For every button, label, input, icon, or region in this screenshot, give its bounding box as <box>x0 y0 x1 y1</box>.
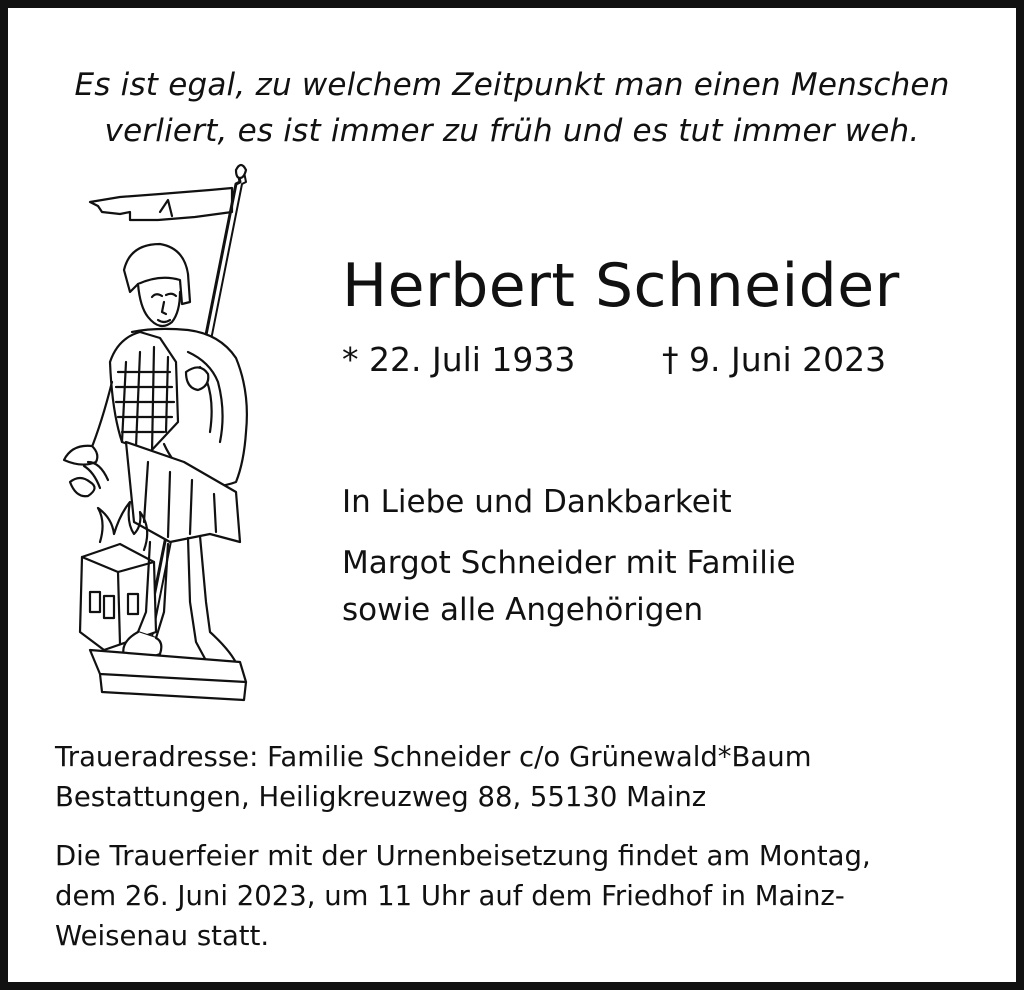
ceremony-line-2: dem 26. Juni 2023, um 11 Uhr auf dem Friedhof in Mainz- <box>55 880 845 912</box>
quote <box>30 62 994 154</box>
quote-line-2: verliert, es ist immer zu früh und es tut immer weh. <box>104 113 920 149</box>
saint-florian-figure-icon <box>60 162 290 702</box>
deceased-name: Herbert Schneider <box>342 251 900 321</box>
quote-line-1: Es ist egal, zu welchem Zeitpunkt man einen Menschen <box>74 67 950 103</box>
address-line-2: Bestattungen, Heiligkreuzweg 88, 55130 Mainz <box>55 781 707 813</box>
mourners-line-2: sowie alle Angehörigen <box>342 592 704 628</box>
address-line-1: Traueradresse: Familie Schneider c/o Grünewald*Baum <box>55 741 812 773</box>
dedication-line: In Liebe und Dankbarkeit <box>342 484 732 520</box>
mourners-line-1: Margot Schneider mit Familie <box>342 545 796 581</box>
death-date: † 9. Juni 2023 <box>662 340 887 379</box>
mourning-address <box>55 737 985 817</box>
ceremony-line-3: Weisenau statt. <box>55 920 270 952</box>
ceremony-line-1: Die Trauerfeier mit der Urnenbeisetzung findet am Montag, <box>55 840 871 872</box>
birth-date: * 22. Juli 1933 <box>342 340 576 379</box>
ceremony-notice <box>55 836 985 956</box>
